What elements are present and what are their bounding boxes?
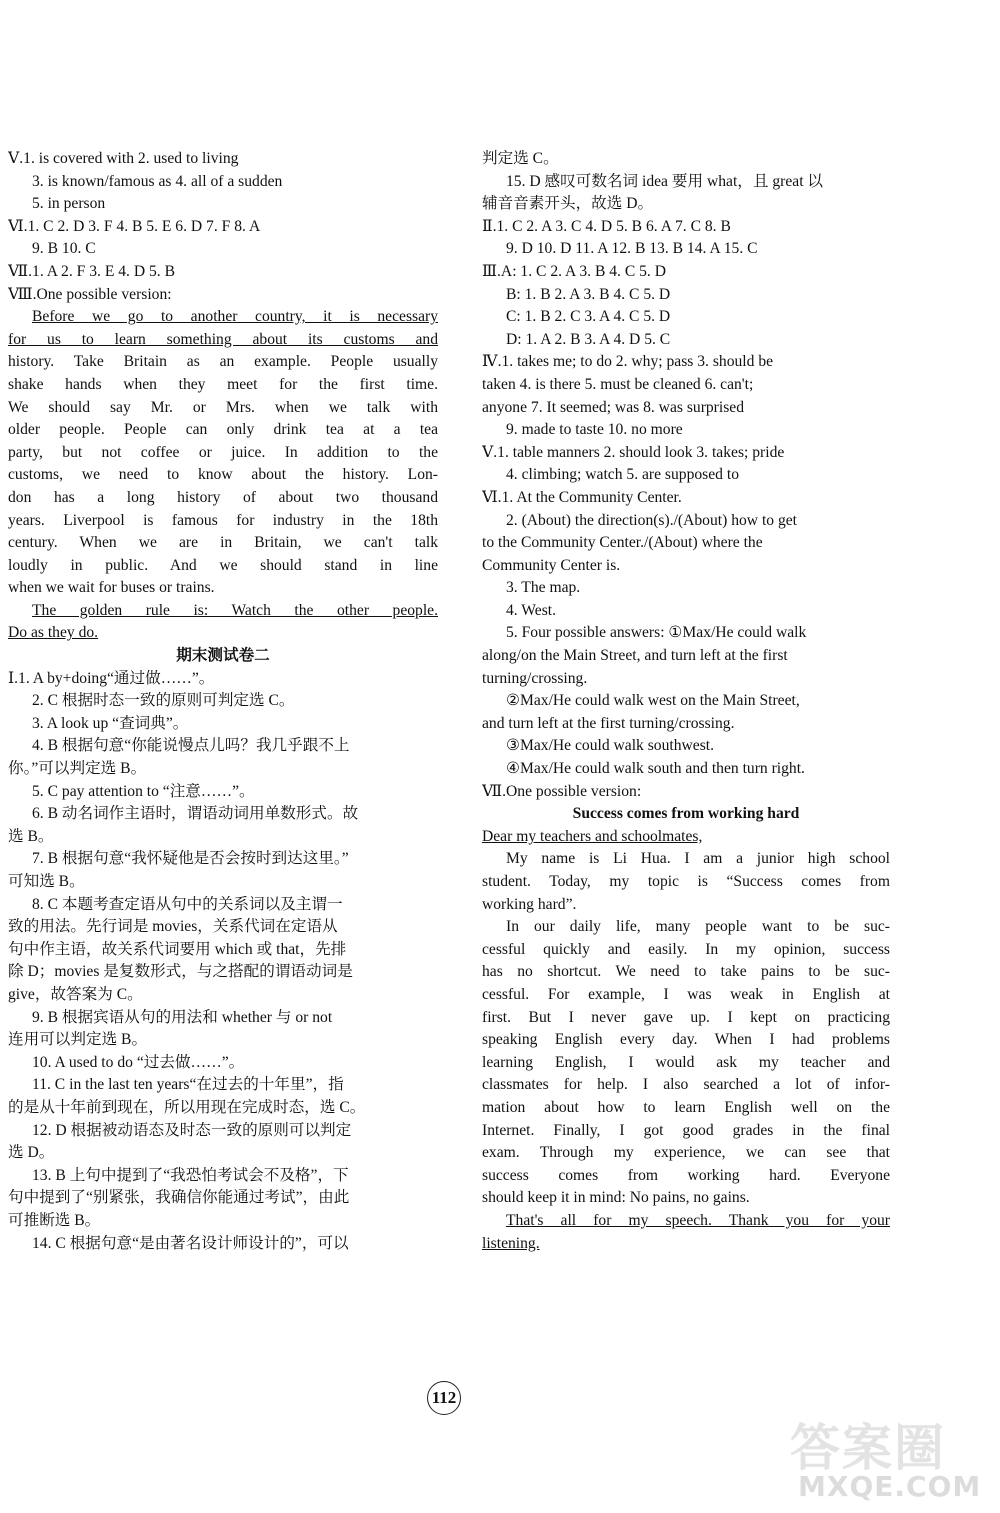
left-line: 连用可以判定选 B。 <box>8 1031 148 1049</box>
left-line: The golden rule is: Watch the other people. <box>32 601 438 619</box>
right-line: to the Community Center./(About) where the <box>482 534 763 552</box>
left-line: 6. B 动名词作主语时，谓语动词用单数形式。故 <box>32 805 359 823</box>
right-line: Ⅳ.1. takes me; to do 2. why; pass 3. should be <box>482 353 774 371</box>
right-line: exam. Through my experience, we can see that <box>482 1144 890 1162</box>
left-line: Ⅰ.1. A by+doing“通过做……”。 <box>8 669 215 687</box>
left-line: 12. D 根据被动语态及时态一致的原则可以判定 <box>32 1121 352 1139</box>
left-line: 2. C 根据时态一致的原则可判定选 C。 <box>32 692 295 710</box>
watermark-cn: 答案圈 <box>790 1419 946 1477</box>
left-line: 5. in person <box>32 195 106 213</box>
left-line: 可知选 B。 <box>8 873 85 890</box>
left-line: We should say Mr. or Mrs. when we talk with <box>8 398 438 416</box>
right-line: In our daily life, many people want to be suc- <box>506 918 890 936</box>
left-line: history. Take Britain as an example. People usually <box>8 353 438 371</box>
right-line: anyone 7. It seemed; was 8. was surprised <box>482 398 744 416</box>
left-line: customs, we need to know about the history. Lon- <box>8 466 438 484</box>
right-line: listening. <box>482 1234 540 1252</box>
right-line: student. Today, my topic is “Success comes from <box>482 873 890 890</box>
watermark-en: MXQE.COM <box>798 1470 982 1503</box>
right-line: 判定选 C。 <box>482 150 559 167</box>
left-line: 7. B 根据句意“我怀疑他是否会按时到达这里。” <box>32 850 349 868</box>
right-line: first. But I never gave up. I kept on practicing <box>482 1008 890 1026</box>
right-line: Community Center is. <box>482 556 621 574</box>
right-line: 辅音音素开头，故选 D。 <box>482 195 654 213</box>
left-line: 4. B 根据句意“你能说慢点儿吗？我几乎跟不上 <box>32 737 350 755</box>
right-line: Ⅴ.1. table manners 2. should look 3. takes; pride <box>482 443 785 461</box>
left-line: 9. B 根据宾语从句的用法和 whether 与 or not <box>32 1008 333 1026</box>
right-line: working hard”. <box>482 895 577 913</box>
left-column <box>8 148 438 1255</box>
left-line: years. Liverpool is famous for industry in the 18th <box>8 511 438 529</box>
right-line: taken 4. is there 5. must be cleaned 6. can't; <box>482 375 754 393</box>
right-line: ②Max/He could walk west on the Main Street, <box>506 692 800 710</box>
left-line: 的是从十年前到现在，所以用现在完成时态，选 C。 <box>8 1098 366 1116</box>
page-number-ring <box>427 1381 461 1415</box>
left-line: 11. C in the last ten years“在过去的十年里”，指 <box>32 1076 344 1094</box>
right-line: B: 1. B 2. A 3. B 4. C 5. D <box>506 285 671 303</box>
left-line: when we wait for buses or trains. <box>8 579 215 597</box>
left-line: 3. A look up “查词典”。 <box>32 714 189 732</box>
left-line: 10. A used to do “过去做……”。 <box>32 1053 245 1071</box>
right-line: has no shortcut. We need to take pains to be suc- <box>482 963 890 981</box>
left-line: century. When we are in Britain, we can't talk <box>8 534 438 552</box>
right-line: classmates for help. I also searched a lot of infor- <box>482 1076 890 1094</box>
left-line: shake hands when they meet for the first time. <box>8 375 438 393</box>
left-line: 可推断选 B。 <box>8 1211 101 1229</box>
right-line: Success comes from working hard <box>572 805 800 823</box>
left-line: 选 D。 <box>8 1144 55 1162</box>
right-line: 15. D 感叹可数名词 idea 要用 what，且 great 以 <box>506 172 824 190</box>
right-line: 9. made to taste 10. no more <box>506 421 683 439</box>
page-number <box>424 1378 464 1418</box>
left-line: 句中作主语，故关系代词要用 which 或 that，先排 <box>8 940 347 958</box>
left-line: party, but not coffee or juice. In addition to the <box>8 443 438 461</box>
watermark-logo <box>780 1408 995 1508</box>
right-line: ④Max/He could walk south and then turn right. <box>506 760 805 778</box>
right-line: Ⅵ.1. At the Community Center. <box>482 488 682 506</box>
left-line: 9. B 10. C <box>32 240 96 258</box>
left-line: 你。”可以判定选 B。 <box>8 760 147 778</box>
left-line: 除 D；movies 是复数形式，与之搭配的谓语动词是 <box>8 963 353 981</box>
right-line: should keep it in mind: No pains, no gains. <box>482 1189 750 1207</box>
right-line: That's all for my speech. Thank you for your <box>506 1211 890 1229</box>
right-line: Dear my teachers and schoolmates, <box>482 827 703 845</box>
left-line: don has a long history of about two thousand <box>8 488 438 506</box>
right-line: 3. The map. <box>506 579 581 597</box>
left-line: 13. B 上句中提到了“我恐怕考试会不及格”，下 <box>32 1166 349 1184</box>
right-line: cessful quickly and easily. In my opinion, success <box>482 940 890 958</box>
right-line: C: 1. B 2. C 3. A 4. C 5. D <box>506 308 671 326</box>
left-line: 选 B。 <box>8 827 54 845</box>
left-line: Ⅶ.1. A 2. F 3. E 4. D 5. B <box>8 262 175 280</box>
right-line: and turn left at the first turning/crossing. <box>482 714 735 732</box>
right-line: mation about how to learn English well on the <box>482 1098 890 1116</box>
right-line: Internet. Finally, I got good grades in the final <box>482 1121 890 1139</box>
right-line: along/on the Main Street, and turn left at the first <box>482 647 788 665</box>
right-line: 9. D 10. D 11. A 12. B 13. B 14. A 15. C <box>506 240 758 258</box>
right-line: 4. West. <box>506 601 557 619</box>
right-line: cessful. For example, I was weak in English at <box>482 985 890 1003</box>
left-line: 8. C 本题考查定语从句中的关系词以及主谓一 <box>32 895 343 913</box>
right-line: 2. (About) the direction(s)./(About) how to get <box>506 511 798 529</box>
right-line: 5. Four possible answers: ①Max/He could walk <box>506 624 807 642</box>
left-line: give，故答案为 C。 <box>8 985 143 1003</box>
left-line: Ⅴ.1. is covered with 2. used to living <box>8 150 239 167</box>
right-line: My name is Li Hua. I am a junior high school <box>506 850 890 868</box>
right-line: Ⅶ.One possible version: <box>482 782 642 800</box>
left-line: 3. is known/famous as 4. all of a sudden <box>32 172 283 190</box>
left-line: older people. People can only drink tea at a tea <box>8 421 438 439</box>
left-line: 期末测试卷二 <box>176 647 270 665</box>
left-line: Before we go to another country, it is necessary <box>32 308 438 326</box>
right-line: Ⅱ.1. C 2. A 3. C 4. D 5. B 6. A 7. C 8. B <box>482 217 731 235</box>
right-line: success comes from working hard. Everyone <box>482 1166 890 1184</box>
left-line: loudly in public. And we should stand in line <box>8 556 438 574</box>
right-line: D: 1. A 2. B 3. A 4. D 5. C <box>506 330 671 348</box>
left-line: 5. C pay attention to “注意……”。 <box>32 782 255 800</box>
left-line: Ⅷ.One possible version: <box>8 285 172 303</box>
right-line: ③Max/He could walk southwest. <box>506 737 715 755</box>
right-line: Ⅲ.A: 1. C 2. A 3. B 4. C 5. D <box>482 262 666 280</box>
left-line: 句中提到了“别紧张，我确信你能通过考试”，由此 <box>8 1189 350 1207</box>
right-line: turning/crossing. <box>482 669 588 687</box>
right-line: learning English, I would ask my teacher and <box>482 1053 890 1071</box>
page-number-text: 112 <box>431 1388 457 1407</box>
right-column <box>482 148 890 1255</box>
right-line: 4. climbing; watch 5. are supposed to <box>506 466 739 484</box>
left-line: 14. C 根据句意“是由著名设计师设计的”，可以 <box>32 1234 349 1252</box>
left-line: for us to learn something about its customs and <box>8 330 438 348</box>
right-line: speaking English every day. When I had problems <box>482 1031 890 1049</box>
left-line: 致的用法。先行词是 movies，关系代词在定语从 <box>8 918 338 936</box>
left-line: Ⅵ.1. C 2. D 3. F 4. B 5. E 6. D 7. F 8. A <box>8 217 261 235</box>
left-line: Do as they do. <box>8 624 99 642</box>
